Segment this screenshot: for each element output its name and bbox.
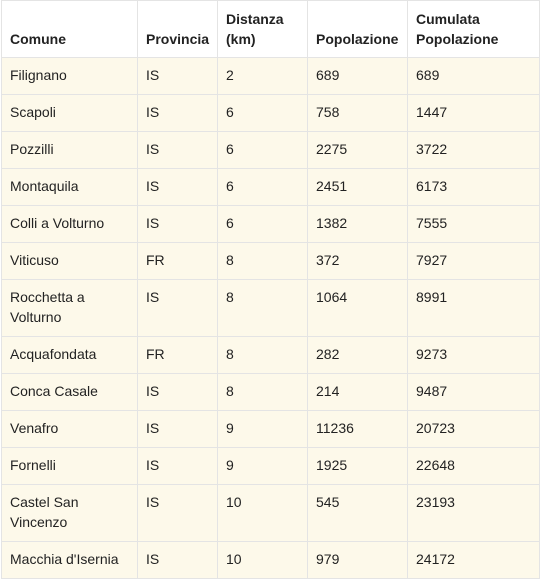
- cell-provincia: IS: [138, 485, 218, 542]
- cell-cumulata-popolazione: 689: [408, 58, 540, 95]
- cell-cumulata-popolazione: 24172: [408, 542, 540, 579]
- cell-provincia: IS: [138, 542, 218, 579]
- cell-popolazione: 758: [308, 95, 408, 132]
- header-distanza: Distanza (km): [218, 1, 308, 58]
- cell-cumulata-popolazione: 8991: [408, 280, 540, 337]
- table-row: [2, 58, 540, 95]
- cell-distanza: 10: [218, 485, 308, 542]
- cell-provincia: IS: [138, 411, 218, 448]
- table-row: [2, 542, 540, 579]
- table-row: [2, 280, 540, 337]
- cell-comune: Colli a Volturno: [2, 206, 138, 243]
- cell-distanza: 6: [218, 95, 308, 132]
- cell-popolazione: 1925: [308, 448, 408, 485]
- cell-popolazione: 979: [308, 542, 408, 579]
- cell-provincia: IS: [138, 58, 218, 95]
- cell-cumulata-popolazione: 23193: [408, 485, 540, 542]
- cell-popolazione: 1064: [308, 280, 408, 337]
- cell-provincia: FR: [138, 337, 218, 374]
- cell-provincia: IS: [138, 132, 218, 169]
- cell-provincia: FR: [138, 243, 218, 280]
- cell-comune: Pozzilli: [2, 132, 138, 169]
- cell-provincia: IS: [138, 206, 218, 243]
- cell-distanza: 8: [218, 337, 308, 374]
- cell-cumulata-popolazione: 9487: [408, 374, 540, 411]
- cell-provincia: IS: [138, 169, 218, 206]
- table-row: [2, 169, 540, 206]
- comuni-table: [1, 0, 540, 579]
- cell-provincia: IS: [138, 280, 218, 337]
- cell-cumulata-popolazione: 9273: [408, 337, 540, 374]
- cell-popolazione: 372: [308, 243, 408, 280]
- header-cumulata-popolazione: Cumulata Popolazione: [408, 1, 540, 58]
- cell-popolazione: 11236: [308, 411, 408, 448]
- table-row: [2, 411, 540, 448]
- cell-distanza: 6: [218, 132, 308, 169]
- table-row: [2, 206, 540, 243]
- cell-cumulata-popolazione: 1447: [408, 95, 540, 132]
- cell-comune: Filignano: [2, 58, 138, 95]
- cell-comune: Viticuso: [2, 243, 138, 280]
- cell-provincia: IS: [138, 95, 218, 132]
- header-row: [2, 1, 540, 58]
- table-row: [2, 448, 540, 485]
- cell-distanza: 9: [218, 448, 308, 485]
- cell-cumulata-popolazione: 7555: [408, 206, 540, 243]
- table-row: [2, 132, 540, 169]
- cell-cumulata-popolazione: 22648: [408, 448, 540, 485]
- table-header: [2, 1, 540, 58]
- cell-popolazione: 2275: [308, 132, 408, 169]
- table-body: [2, 58, 540, 579]
- cell-distanza: 8: [218, 280, 308, 337]
- header-popolazione: Popolazione: [308, 1, 408, 58]
- table-row: [2, 485, 540, 542]
- cell-cumulata-popolazione: 6173: [408, 169, 540, 206]
- cell-popolazione: 689: [308, 58, 408, 95]
- header-comune: Comune: [2, 1, 138, 58]
- cell-cumulata-popolazione: 3722: [408, 132, 540, 169]
- cell-provincia: IS: [138, 448, 218, 485]
- table-row: [2, 95, 540, 132]
- cell-comune: Rocchetta a Volturno: [2, 280, 138, 337]
- cell-comune: Castel San Vincenzo: [2, 485, 138, 542]
- cell-provincia: IS: [138, 374, 218, 411]
- cell-cumulata-popolazione: 20723: [408, 411, 540, 448]
- cell-comune: Macchia d'Isernia: [2, 542, 138, 579]
- cell-popolazione: 2451: [308, 169, 408, 206]
- cell-popolazione: 282: [308, 337, 408, 374]
- cell-comune: Acquafondata: [2, 337, 138, 374]
- cell-distanza: 6: [218, 169, 308, 206]
- cell-comune: Fornelli: [2, 448, 138, 485]
- cell-distanza: 2: [218, 58, 308, 95]
- table-row: [2, 337, 540, 374]
- header-provincia: Provincia: [138, 1, 218, 58]
- cell-distanza: 8: [218, 374, 308, 411]
- cell-distanza: 10: [218, 542, 308, 579]
- cell-cumulata-popolazione: 7927: [408, 243, 540, 280]
- cell-popolazione: 545: [308, 485, 408, 542]
- cell-comune: Scapoli: [2, 95, 138, 132]
- cell-distanza: 8: [218, 243, 308, 280]
- cell-comune: Conca Casale: [2, 374, 138, 411]
- cell-popolazione: 214: [308, 374, 408, 411]
- cell-comune: Montaquila: [2, 169, 138, 206]
- cell-popolazione: 1382: [308, 206, 408, 243]
- table-row: [2, 243, 540, 280]
- cell-distanza: 6: [218, 206, 308, 243]
- table-row: [2, 374, 540, 411]
- cell-distanza: 9: [218, 411, 308, 448]
- cell-comune: Venafro: [2, 411, 138, 448]
